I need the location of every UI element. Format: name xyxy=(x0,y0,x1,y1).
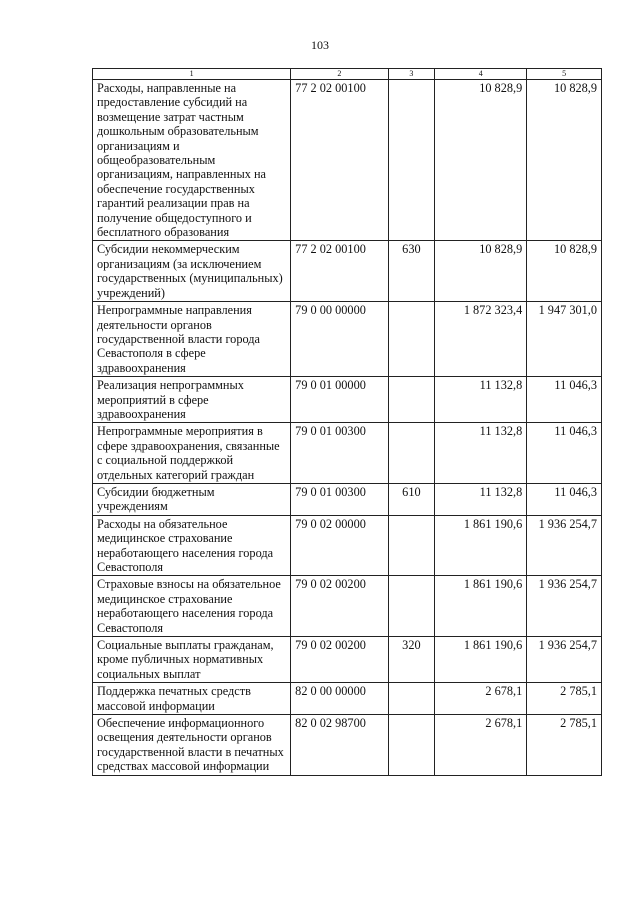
row-amount-col5: 1 936 254,7 xyxy=(527,637,602,683)
row-code: 79 0 01 00300 xyxy=(291,423,388,484)
row-amount-col5: 2 785,1 xyxy=(527,683,602,715)
table-row xyxy=(93,683,602,715)
row-amount-col5: 11 046,3 xyxy=(527,377,602,423)
row-amount-col5: 2 785,1 xyxy=(527,715,602,776)
row-amount-col5: 1 947 301,0 xyxy=(527,302,602,377)
row-expense-type xyxy=(388,683,435,715)
row-amount-col4: 11 132,8 xyxy=(435,377,527,423)
row-expense-type: 630 xyxy=(388,241,435,302)
row-name: Непрограммные мероприятия в сфере здравоохранения, связанные с социальной поддержкой отдельных категорий граждан xyxy=(93,423,291,484)
row-expense-type xyxy=(388,515,435,576)
row-name: Субсидии некоммерческим организациям (за исключением государственных (муниципальных) учреждений) xyxy=(93,241,291,302)
table-row xyxy=(93,302,602,377)
row-code: 79 0 02 00000 xyxy=(291,515,388,576)
row-amount-col4: 11 132,8 xyxy=(435,423,527,484)
row-amount-col5: 10 828,9 xyxy=(527,241,602,302)
row-code: 79 0 00 00000 xyxy=(291,302,388,377)
header-row xyxy=(93,69,602,80)
header-col-4: 4 xyxy=(435,69,527,80)
table-row xyxy=(93,377,602,423)
row-amount-col4: 1 861 190,6 xyxy=(435,515,527,576)
row-amount-col5: 11 046,3 xyxy=(527,483,602,515)
header-col-1: 1 xyxy=(93,69,291,80)
table-row xyxy=(93,637,602,683)
row-expense-type xyxy=(388,715,435,776)
header-col-2: 2 xyxy=(291,69,388,80)
table-row xyxy=(93,715,602,776)
page-number: 103 xyxy=(311,38,329,52)
row-code: 79 0 01 00300 xyxy=(291,483,388,515)
row-name: Реализация непрограммных мероприятий в сфере здравоохранения xyxy=(93,377,291,423)
table-row xyxy=(93,80,602,241)
row-name: Страховые взносы на обязательное медицинское страхование неработающего населения города Севастополя xyxy=(93,576,291,637)
row-name: Поддержка печатных средств массовой информации xyxy=(93,683,291,715)
row-code: 79 0 02 00200 xyxy=(291,576,388,637)
row-amount-col4: 1 861 190,6 xyxy=(435,637,527,683)
row-amount-col4: 1 861 190,6 xyxy=(435,576,527,637)
budget-table xyxy=(92,68,602,776)
header-col-3: 3 xyxy=(388,69,435,80)
row-name: Субсидии бюджетным учреждениям xyxy=(93,483,291,515)
row-code: 77 2 02 00100 xyxy=(291,241,388,302)
row-amount-col4: 1 872 323,4 xyxy=(435,302,527,377)
row-expense-type xyxy=(388,423,435,484)
table-row xyxy=(93,483,602,515)
row-name: Расходы на обязательное медицинское страхование неработающего населения города Севастополя xyxy=(93,515,291,576)
row-code: 79 0 01 00000 xyxy=(291,377,388,423)
row-code: 82 0 02 98700 xyxy=(291,715,388,776)
row-expense-type xyxy=(388,576,435,637)
row-name: Социальные выплаты гражданам, кроме публичных нормативных социальных выплат xyxy=(93,637,291,683)
row-amount-col4: 11 132,8 xyxy=(435,483,527,515)
row-amount-col5: 1 936 254,7 xyxy=(527,515,602,576)
table-row xyxy=(93,241,602,302)
row-amount-col4: 10 828,9 xyxy=(435,80,527,241)
row-code: 77 2 02 00100 xyxy=(291,80,388,241)
row-amount-col5: 11 046,3 xyxy=(527,423,602,484)
row-name: Обеспечение информационного освещения деятельности органов государственной власти в печатных средствах массовой информации xyxy=(93,715,291,776)
row-expense-type xyxy=(388,377,435,423)
header-col-5: 5 xyxy=(527,69,602,80)
row-expense-type xyxy=(388,80,435,241)
row-expense-type: 320 xyxy=(388,637,435,683)
table-row xyxy=(93,423,602,484)
row-amount-col4: 2 678,1 xyxy=(435,715,527,776)
table-row xyxy=(93,576,602,637)
row-code: 79 0 02 00200 xyxy=(291,637,388,683)
table-row xyxy=(93,515,602,576)
row-code: 82 0 00 00000 xyxy=(291,683,388,715)
row-expense-type xyxy=(388,302,435,377)
row-amount-col4: 2 678,1 xyxy=(435,683,527,715)
row-name: Расходы, направленные на предоставление субсидий на возмещение затрат частным дошкольным образовательным организациям и общеобразовательным организациям, направленных на обеспечение государственных гарантий реализации прав на получение общедоступного и бесплатного образования xyxy=(93,80,291,241)
row-amount-col5: 10 828,9 xyxy=(527,80,602,241)
row-name: Непрограммные направления деятельности органов государственной власти города Севастополя в сфере здравоохранения xyxy=(93,302,291,377)
row-amount-col4: 10 828,9 xyxy=(435,241,527,302)
row-expense-type: 610 xyxy=(388,483,435,515)
row-amount-col5: 1 936 254,7 xyxy=(527,576,602,637)
